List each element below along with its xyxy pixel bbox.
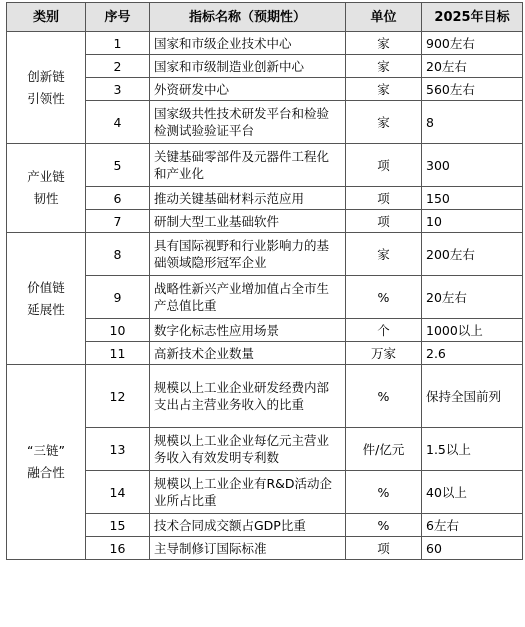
target-cell: 560左右 [422, 78, 523, 101]
unit-cell: 件/亿元 [346, 428, 422, 471]
indicator-name-cell: 数字化标志性应用场景 [150, 319, 346, 342]
target-cell: 20左右 [422, 55, 523, 78]
number-cell: 8 [86, 233, 150, 276]
number-cell: 15 [86, 514, 150, 537]
table-row [7, 233, 523, 276]
table-row [7, 32, 523, 55]
indicator-name-cell: 关键基础零部件及元器件工程化和产业化 [150, 144, 346, 187]
number-cell: 6 [86, 187, 150, 210]
category-cell: 产业链 韧性 [7, 144, 86, 233]
target-cell: 200左右 [422, 233, 523, 276]
header-unit: 单位 [346, 3, 422, 32]
indicator-name-cell: 规模以上工业企业每亿元主营业务收入有效发明专利数 [150, 428, 346, 471]
target-cell: 20左右 [422, 276, 523, 319]
header-category: 类别 [7, 3, 86, 32]
target-cell: 10 [422, 210, 523, 233]
number-cell: 11 [86, 342, 150, 365]
unit-cell: 万家 [346, 342, 422, 365]
unit-cell: % [346, 471, 422, 514]
indicator-name-cell: 外资研发中心 [150, 78, 346, 101]
unit-cell: % [346, 514, 422, 537]
unit-cell: % [346, 276, 422, 319]
category-cell: “三链” 融合性 [7, 365, 86, 560]
category-cell: 价值链 延展性 [7, 233, 86, 365]
target-cell: 900左右 [422, 32, 523, 55]
number-cell: 10 [86, 319, 150, 342]
indicator-table [6, 2, 523, 560]
number-cell: 13 [86, 428, 150, 471]
target-cell: 150 [422, 187, 523, 210]
indicator-name-cell: 具有国际视野和行业影响力的基础领域隐形冠军企业 [150, 233, 346, 276]
header-indicator-name: 指标名称（预期性） [150, 3, 346, 32]
number-cell: 7 [86, 210, 150, 233]
target-cell: 1000以上 [422, 319, 523, 342]
unit-cell: 项 [346, 210, 422, 233]
number-cell: 14 [86, 471, 150, 514]
indicator-name-cell: 国家和市级制造业创新中心 [150, 55, 346, 78]
indicator-name-cell: 研制大型工业基础软件 [150, 210, 346, 233]
unit-cell: 项 [346, 537, 422, 560]
table-header-row [7, 3, 523, 32]
header-target: 2025年目标 [422, 3, 523, 32]
target-cell: 6左右 [422, 514, 523, 537]
indicator-name-cell: 国家和市级企业技术中心 [150, 32, 346, 55]
number-cell: 4 [86, 101, 150, 144]
target-cell: 60 [422, 537, 523, 560]
table-row [7, 144, 523, 187]
indicator-name-cell: 推动关键基础材料示范应用 [150, 187, 346, 210]
number-cell: 9 [86, 276, 150, 319]
number-cell: 16 [86, 537, 150, 560]
unit-cell: 家 [346, 32, 422, 55]
number-cell: 2 [86, 55, 150, 78]
unit-cell: 家 [346, 55, 422, 78]
header-number: 序号 [86, 3, 150, 32]
unit-cell: 个 [346, 319, 422, 342]
target-cell: 40以上 [422, 471, 523, 514]
indicator-name-cell: 规模以上工业企业有R&D活动企业所占比重 [150, 471, 346, 514]
unit-cell: 家 [346, 233, 422, 276]
target-cell: 1.5以上 [422, 428, 523, 471]
indicator-name-cell: 规模以上工业企业研发经费内部支出占主营业务收入的比重 [150, 365, 346, 428]
table-body [7, 32, 523, 560]
category-cell: 创新链 引领性 [7, 32, 86, 144]
unit-cell: 家 [346, 101, 422, 144]
target-cell: 300 [422, 144, 523, 187]
target-cell: 保持全国前列 [422, 365, 523, 428]
indicator-name-cell: 国家级共性技术研发平台和检验检测试验验证平台 [150, 101, 346, 144]
unit-cell: 项 [346, 144, 422, 187]
indicator-name-cell: 高新技术企业数量 [150, 342, 346, 365]
indicator-name-cell: 主导制修订国际标准 [150, 537, 346, 560]
number-cell: 3 [86, 78, 150, 101]
target-cell: 8 [422, 101, 523, 144]
number-cell: 5 [86, 144, 150, 187]
number-cell: 12 [86, 365, 150, 428]
table-row [7, 365, 523, 428]
number-cell: 1 [86, 32, 150, 55]
target-cell: 2.6 [422, 342, 523, 365]
indicator-name-cell: 战略性新兴产业增加值占全市生产总值比重 [150, 276, 346, 319]
indicator-name-cell: 技术合同成交额占GDP比重 [150, 514, 346, 537]
unit-cell: 家 [346, 78, 422, 101]
unit-cell: % [346, 365, 422, 428]
unit-cell: 项 [346, 187, 422, 210]
